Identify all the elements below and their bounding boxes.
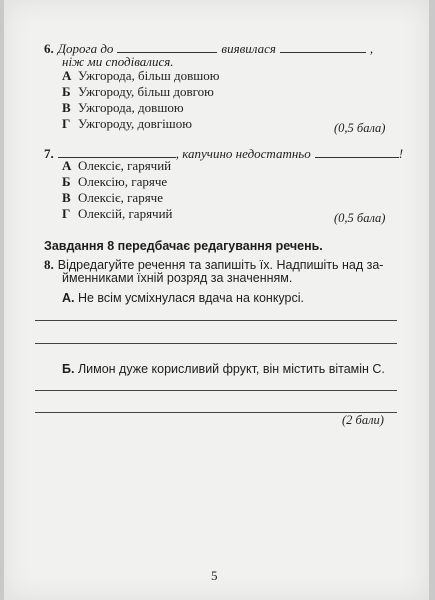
answer-line[interactable]	[35, 390, 397, 391]
option-text: Ужгорода, більш довшою	[78, 68, 220, 83]
question-text: ,	[369, 41, 374, 56]
question-number: 7.	[44, 146, 54, 161]
option-g[interactable]	[62, 206, 173, 222]
sentence-text: Лимон дуже корисливий фрукт, він містить вітамін С.	[77, 362, 385, 376]
option-text: Олексіє, гаряче	[78, 190, 163, 205]
sentence-b	[62, 362, 385, 376]
option-a[interactable]	[62, 158, 171, 174]
answer-blank[interactable]	[315, 147, 399, 158]
page-number: 5	[211, 568, 218, 583]
question-number: 6.	[44, 41, 54, 56]
option-text: Олексій, гарячий	[78, 206, 173, 221]
task-heading: Завдання 8 передбачає редагування речень.	[44, 239, 323, 253]
option-b[interactable]	[62, 84, 214, 100]
sentence-label: Б.	[62, 362, 75, 376]
option-letter: Б	[62, 84, 71, 99]
answer-blank[interactable]	[58, 147, 176, 158]
answer-line[interactable]	[35, 320, 397, 321]
option-v[interactable]	[62, 100, 184, 116]
question-text: !	[398, 146, 404, 161]
worksheet-page	[4, 0, 429, 600]
score-label: (2 бали)	[342, 413, 384, 427]
question-text: Дорога до	[57, 41, 114, 56]
question-8-stem-cont: йменниками їхній розряд за значенням.	[62, 271, 293, 285]
option-g[interactable]	[62, 116, 192, 132]
option-letter: Г	[62, 116, 71, 131]
option-text: Ужгороду, довгішою	[78, 116, 192, 131]
answer-blank[interactable]	[280, 42, 366, 53]
answer-blank[interactable]	[117, 42, 217, 53]
question-6-stem-cont: ніж ми сподівалися.	[62, 54, 174, 69]
answer-line[interactable]	[35, 343, 397, 344]
option-a[interactable]	[62, 68, 219, 84]
score-label: (0,5 бала)	[334, 121, 386, 135]
sentence-a	[62, 291, 304, 305]
question-text: , капучино недостатньо	[175, 146, 311, 161]
option-letter: А	[62, 158, 72, 173]
option-text: Олексію, гаряче	[78, 174, 168, 189]
option-letter: А	[62, 68, 72, 83]
score-label: (0,5 бала)	[334, 211, 386, 225]
sentence-label: А.	[62, 291, 75, 305]
option-text: Олексіє, гарячий	[78, 158, 172, 173]
option-b[interactable]	[62, 174, 167, 190]
option-letter: Б	[62, 174, 71, 189]
question-number: 8.	[44, 257, 54, 272]
sentence-text: Не всім усміхнулася вдача на конкурсі.	[77, 291, 304, 305]
option-letter: Г	[62, 206, 71, 221]
option-text: Ужгорода, довшою	[78, 100, 184, 115]
option-v[interactable]	[62, 190, 163, 206]
option-letter: В	[62, 190, 71, 205]
option-text: Ужгороду, більш довгою	[78, 84, 214, 99]
option-letter: В	[62, 100, 71, 115]
question-text: виявилася	[221, 41, 276, 56]
question-text: Відредагуйте речення та запишіть їх. Надпишіть над за-	[57, 258, 384, 272]
